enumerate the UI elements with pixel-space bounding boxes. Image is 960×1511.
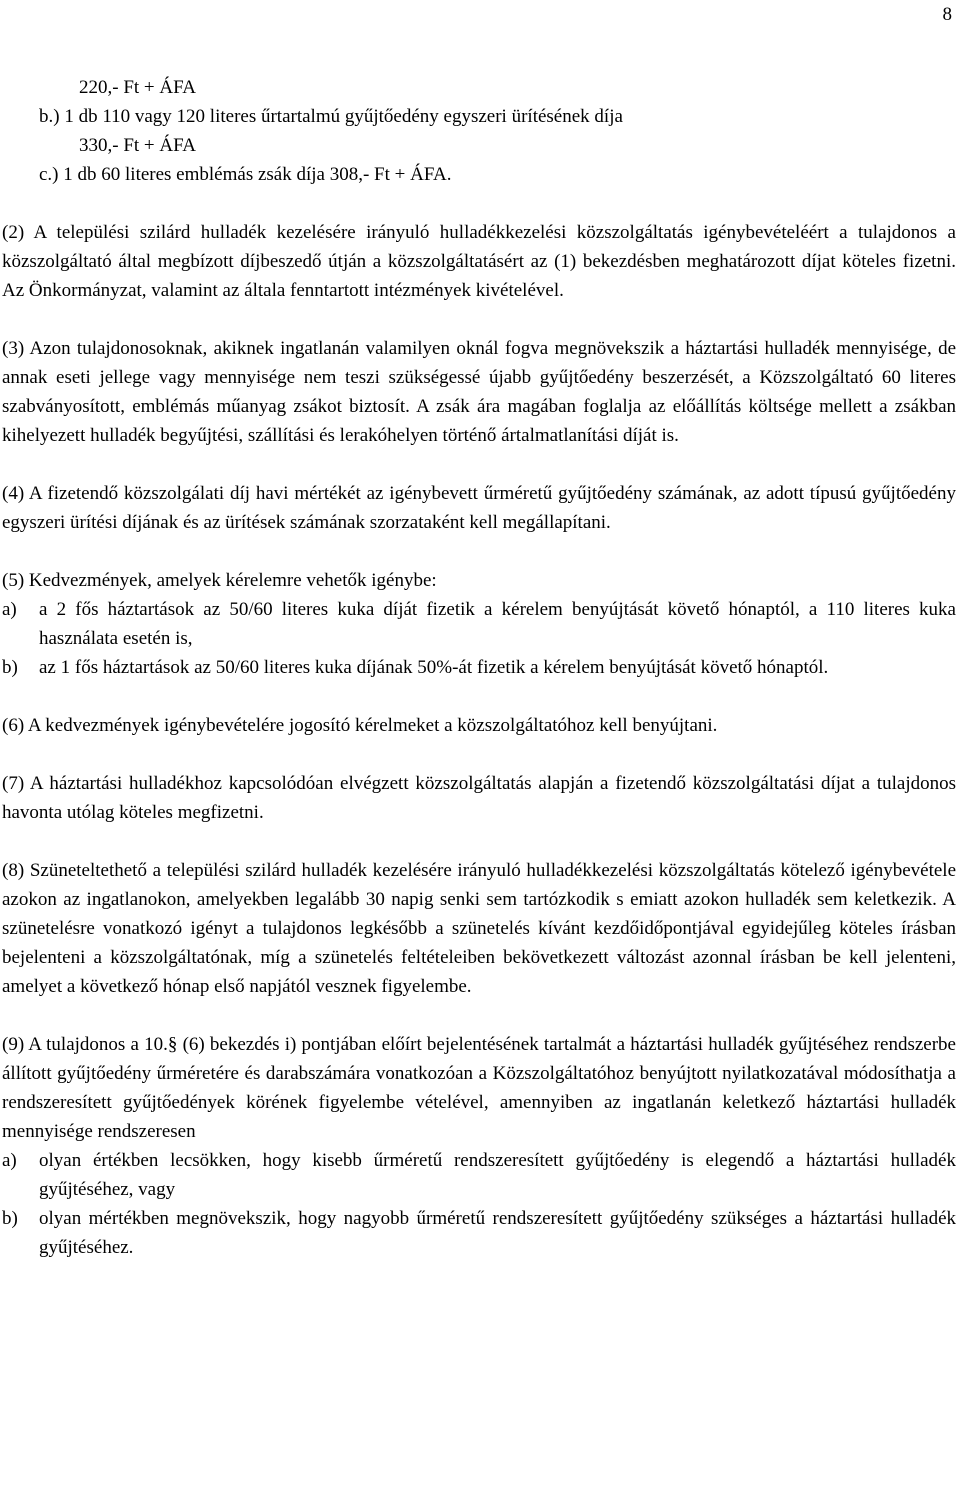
paragraph-2: (2) A települési szilárd hulladék kezelésére irányuló hulladékkezelési közszolgáltatás igénybevételéért a tulajdonos a közszolgáltató által megbízott díjbeszedő útján a közszolgáltatásért az (1) bekezdésben meghatározott díjat köteles fizetni. Az Önkormányzat, valamint az általa fenntartott intézmények kivételével. [2, 222, 956, 301]
paragraph-6: (6) A kedvezmények igénybevételére jogosító kérelmeket a közszolgáltatóhoz kell benyújtani. [2, 715, 718, 736]
paragraph-5-intro: (5) Kedvezmények, amelyek kérelemre vehetők igénybe: [2, 570, 437, 591]
list-text: az 1 fős háztartások az 50/60 literes kuka díjának 50%-át fizetik a kérelem benyújtását követő hónaptól. [39, 657, 829, 678]
fee-c-text: c.) 1 db 60 literes emblémás zsák díja 308,- Ft + ÁFA. [39, 164, 452, 185]
list-text: a 2 fős háztartások az 50/60 literes kuka díját fizetik a kérelem benyújtását követő hónaptól, a 110 literes kuka használata esetén is, [39, 599, 956, 649]
list-label: a) [2, 1150, 17, 1171]
list-label: b) [2, 1208, 18, 1229]
fee-b-text: b.) 1 db 110 vagy 120 literes űrtartalmú gyűjtőedény egyszeri ürítésének díja [39, 106, 623, 127]
document-body [2, 73, 956, 1262]
fee-a-price: 220,- Ft + ÁFA [79, 77, 196, 98]
fee-list [2, 73, 956, 189]
list-item [2, 1204, 956, 1262]
paragraph-5 [2, 566, 956, 682]
paragraph-7: (7) A háztartási hulladékhoz kapcsolódóan elvégzett közszolgáltatás alapján a fizetendő közszolgáltatási díjat a tulajdonos havonta utólag köteles megfizetni. [2, 773, 956, 823]
list-text: olyan mértékben megnövekszik, hogy nagyobb űrméretű rendszeresített gyűjtőedény szükséges a háztartási hulladék gyűjtéséhez. [39, 1208, 956, 1258]
page-number: 8 [942, 4, 952, 25]
paragraph-3: (3) Azon tulajdonosoknak, akiknek ingatlanán valamilyen oknál fogva megnövekszik a háztartási hulladék mennyisége, de annak eseti jellege vagy mennyisége nem teszi szükségessé újabb gyűjtőedény beszerzését, a Közszolgáltató 60 literes szabványosított, emblémás műanyag zsákot biztosít. A zsák ára magában foglalja az előállítás költsége mellett a zsákban kihelyezett hulladék begyűjtési, szállítási és lerakóhelyen történő ártalmatlanítási díját is. [2, 338, 956, 446]
paragraph-9-intro: (9) A tulajdonos a 10.§ (6) bekezdés i) pontjában előírt bejelentésének tartalmát a háztartási hulladék gyűjtéséhez rendszerbe állított gyűjtőedény űrméretére és darabszámára vonatkozóan a Közszolgáltatóhoz benyújtott nyilatkozatával módosíthatja a rendszeresített gyűjtőedények körének figyelembe vételével, amennyiben az ingatlanán keletkező háztartási hulladék mennyisége rendszeresen [2, 1034, 956, 1142]
paragraph-9 [2, 1030, 956, 1262]
list-item [2, 595, 956, 653]
list-label: a) [2, 599, 17, 620]
fee-b-price: 330,- Ft + ÁFA [79, 135, 196, 156]
paragraph-8: (8) Szüneteltethető a települési szilárd hulladék kezelésére irányuló hulladékkezelési közszolgáltatás kötelező igénybevétele azokon az ingatlanokon, amelyekben legalább 30 napig senki sem tartózkodik s emiatt azokon hulladék sem keletkezik. A szünetelésre vonatkozó igényt a tulajdonos legkésőbb a szünetelés kívánt kezdőidőpontjával egyidejűleg köteles írásban bejelenteni a közszolgáltatónak, míg a szünetelés feltételeiben bekövetkezett változást azonnal írásban be kell jelenteni, amelyet a következő hónap első napjától vesznek figyelembe. [2, 860, 956, 997]
list-label: b) [2, 657, 18, 678]
list-item [2, 1146, 956, 1204]
paragraph-4: (4) A fizetendő közszolgálati díj havi mértékét az igénybevett űrméretű gyűjtőedény számának, az adott típusú gyűjtőedény egyszeri ürítési díjának és az ürítések számának szorzataként kell megállapítani. [2, 483, 956, 533]
list-text: olyan értékben lecsökken, hogy kisebb űrméretű rendszeresített gyűjtőedény is elegendő a háztartási hulladék gyűjtéséhez, vagy [39, 1150, 956, 1200]
list-item [2, 653, 956, 682]
